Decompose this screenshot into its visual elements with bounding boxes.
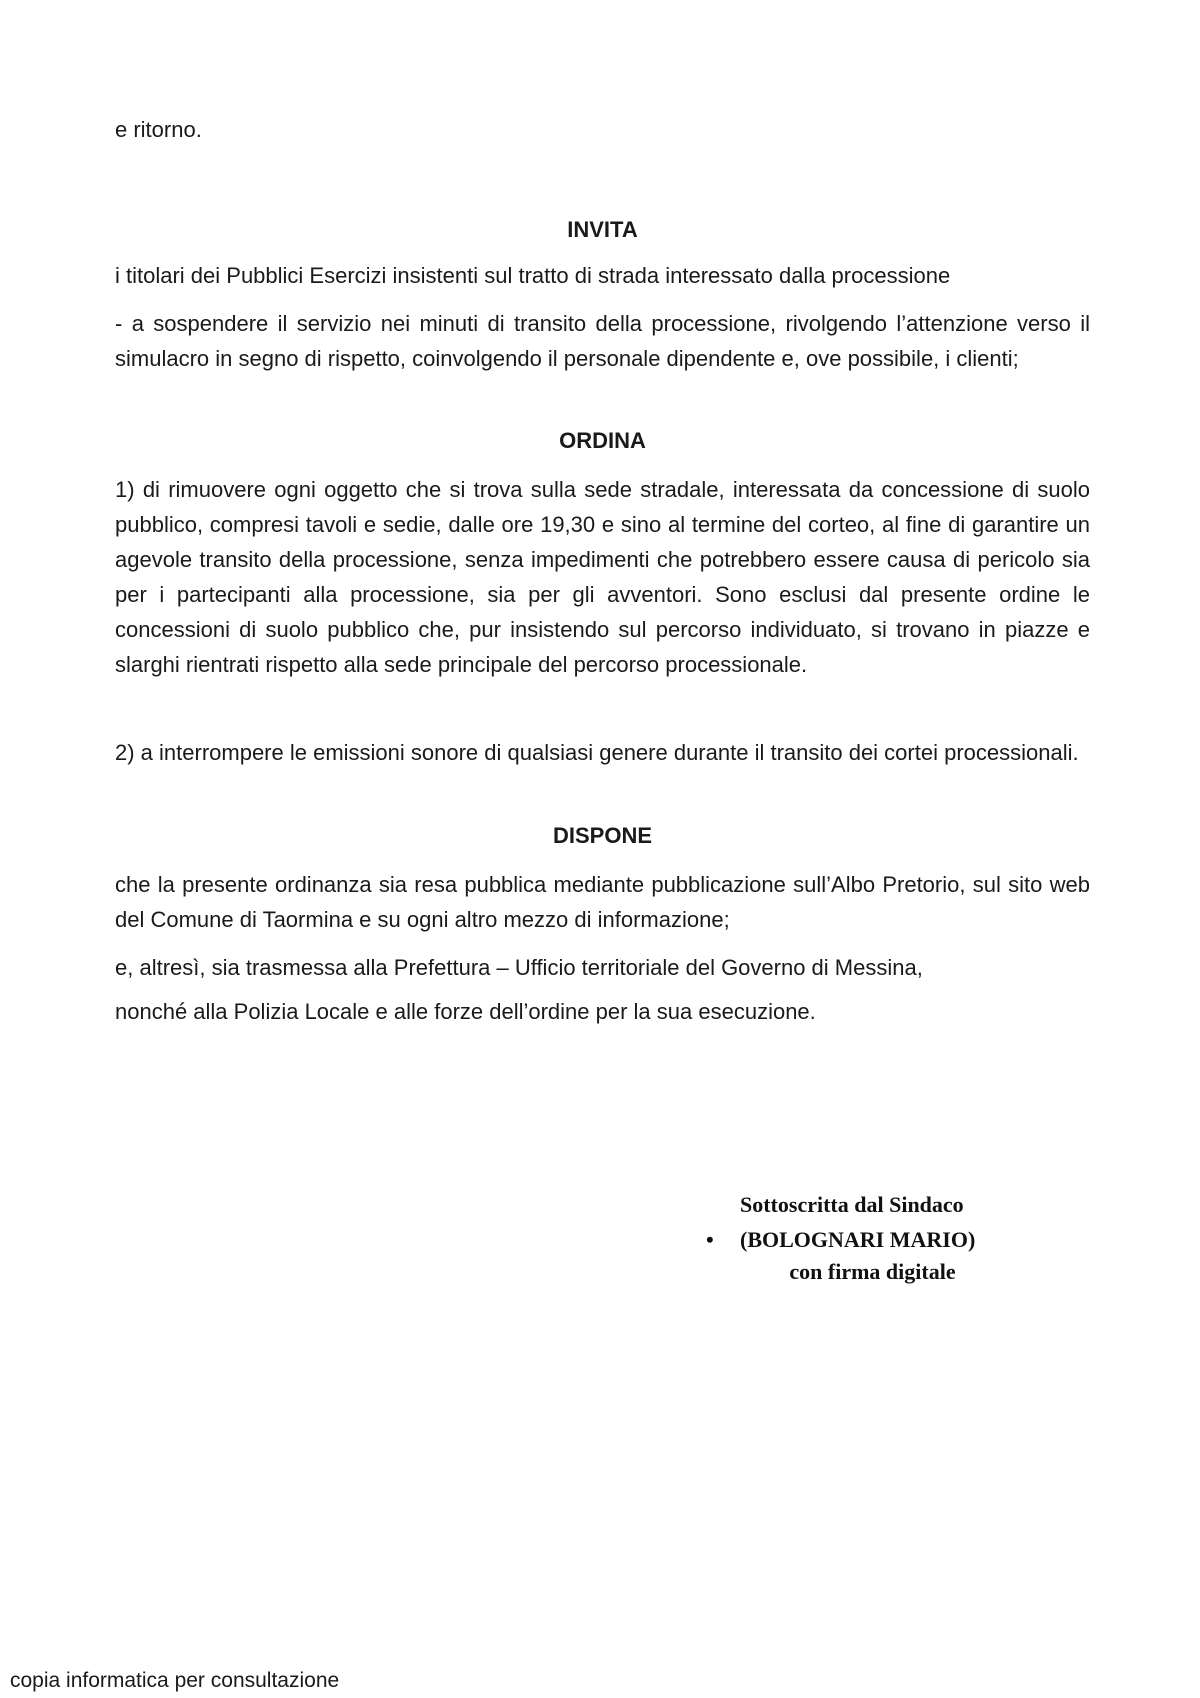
invita-heading: INVITA <box>567 217 638 242</box>
signature-title: Sottoscritta dal Sindaco <box>740 1192 964 1217</box>
intro-text: e ritorno. <box>115 117 202 142</box>
invita-recipients: i titolari dei Pubblici Esercizi insistenti sul tratto di strada interessato dalla processione <box>115 263 951 288</box>
invita-instruction: - a sospendere il servizio nei minuti di transito della processione, rivolgendo l’attenzione verso il simulacro in segno di rispetto, coinvolgendo il personale dipendente e, ove possibile, i clienti; <box>115 311 1090 371</box>
ordina-item-1: 1) di rimuovere ogni oggetto che si trova sulla sede stradale, interessata da concessione di suolo pubblico, compresi tavoli e sedie, dalle ore 19,30 e sino al termine del corteo, al fine di garantire un agevole transito della processione, senza impedimenti che potrebbero essere causa di pericolo sia per i partecipanti alla processione, sia per gli avventori. Sono esclusi dal presente ordine le concessioni di suolo pubblico che, pur insistendo sul percorso individuato, si trovano in piazze e slarghi rientrati rispetto alla sede principale del percorso processionale. <box>115 477 1090 677</box>
dispone-para-3: nonché alla Polizia Locale e alle forze dell’ordine per la sua esecuzione. <box>115 999 816 1024</box>
dispone-para-2: e, altresì, sia trasmessa alla Prefettura – Ufficio territoriale del Governo di Messina, <box>115 955 923 980</box>
dispone-para-1: che la presente ordinanza sia resa pubblica mediante pubblicazione sull’Albo Pretorio, sul sito web del Comune di Taormina e su ogni altro mezzo di informazione; <box>115 872 1090 932</box>
footer-note: copia informatica per consultazione <box>10 1669 340 1692</box>
ordina-item-2: 2) a interrompere le emissioni sonore di qualsiasi genere durante il transito dei cortei processionali. <box>115 740 1079 765</box>
signature-note: con firma digitale <box>789 1259 956 1284</box>
bullet-icon: • <box>706 1227 714 1252</box>
dispone-heading: DISPONE <box>552 823 653 848</box>
signature-name: (BOLOGNARI MARIO) <box>740 1227 976 1252</box>
ordina-heading: ORDINA <box>559 428 646 453</box>
